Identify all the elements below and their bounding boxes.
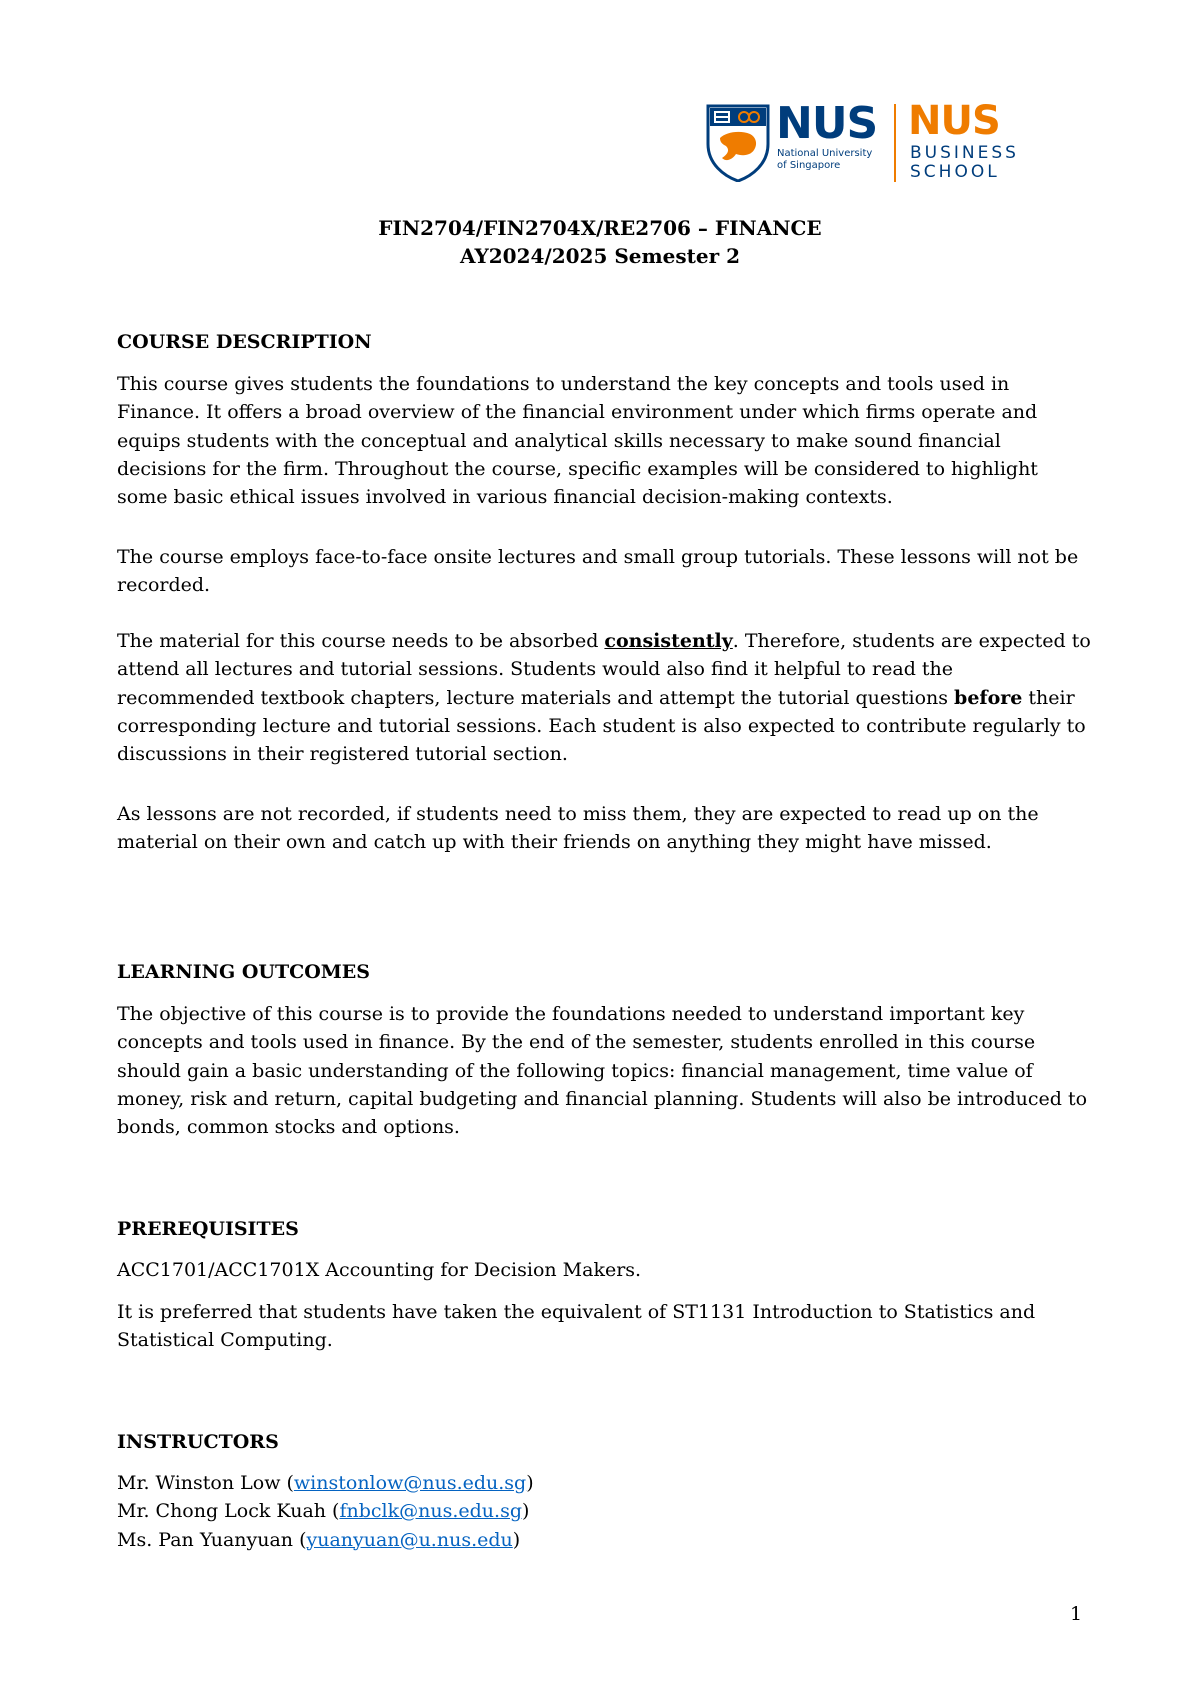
course-description-heading: COURSE DESCRIPTION <box>117 331 372 353</box>
prerequisites-heading: PREREQUISITES <box>117 1218 299 1240</box>
course-description-paragraph-2: The course employs face-to-face onsite lectures and small group tutorials. These lessons will not be recorded. <box>117 546 1079 597</box>
course-description-paragraph-1: This course gives students the foundations to understand the key concepts and tools used in Finance. It offers a broad overview of the financial environment under which firms operate and equips students with the conceptual and analytical skills necessary to make sound financial decisions for the firm. Throughout the course, specific examples will be considered to highlight some basic ethical issues involved in various financial decision-making contexts. <box>117 373 1038 509</box>
nus-subtitle-line2: of Singapore <box>777 160 841 171</box>
emphasis-before: before <box>954 686 1023 709</box>
instructor-email-link[interactable]: fnbclk@nus.edu.sg <box>339 1500 522 1523</box>
nus-business-school-logo <box>706 98 1066 184</box>
emphasis-consistently: consistently <box>604 630 733 652</box>
course-description-paragraph-3 <box>117 627 1092 768</box>
instructor-email-link[interactable]: winstonlow@nus.edu.sg <box>293 1472 527 1494</box>
nus-subtitle <box>777 148 872 172</box>
business-school-line2: SCHOOL <box>910 162 1000 182</box>
page-number: 1 <box>1070 1603 1083 1625</box>
business-school-wordmark: NUS <box>908 98 1000 144</box>
prerequisites-paragraph-2: It is preferred that students have taken the equivalent of ST1131 Introduction to Statistics and Statistical Computing. <box>117 1301 1036 1352</box>
instructors-heading: INSTRUCTORS <box>117 1431 279 1453</box>
instructor-name: Ms. Pan Yuanyuan <box>117 1528 294 1551</box>
instructor-item: Mr. Chong Lock Kuah (fnbclk@nus.edu.sg) <box>117 1500 530 1523</box>
prerequisites-paragraph-1: ACC1701/ACC1701X Accounting for Decision Makers. <box>117 1259 642 1281</box>
instructor-email-link[interactable]: yuanyuan@u.nus.edu <box>306 1528 513 1551</box>
paragraph-3-text-3: their corresponding lecture and tutorial sessions. Each student is also expected to contribute regularly to discussions in their registered tutorial section. <box>117 686 1086 766</box>
instructor-name: Mr. Chong Lock Kuah <box>117 1500 327 1523</box>
learning-outcomes-paragraph: The objective of this course is to provide the foundations needed to understand important key concepts and tools used in finance. By the end of the semester, students enrolled in this course should gain a basic understanding of the following topics: financial management, time value of money, risk and return, capital budgeting and financial planning. Students will also be introduced to bonds, common stocks and options. <box>117 1003 1088 1139</box>
nus-subtitle-line1: National University <box>777 148 873 159</box>
course-description-paragraph-4: As lessons are not recorded, if students need to miss them, they are expected to read up on the material on their own and catch up with their friends on anything they might have missed. <box>117 803 1039 854</box>
semester-title: AY2024/2025 Semester 2 <box>459 244 741 268</box>
nus-wordmark: NUS <box>776 98 878 149</box>
paragraph-3-text-2: . Therefore, students are expected to attend all lectures and tutorial sessions. Students would also find it helpful to read the recommended textbook chapters, lecture materials and attempt the tutorial questions <box>117 630 1091 709</box>
instructor-item: Ms. Pan Yuanyuan (yuanyuan@u.nus.edu) <box>117 1528 521 1551</box>
nus-crest-icon <box>706 104 770 182</box>
instructors-list <box>117 1469 1092 1554</box>
course-title: FIN2704/FIN2704X/RE2706 – FINANCE <box>378 216 822 240</box>
business-school-subtitle <box>910 144 1019 182</box>
paragraph-3-text-1: The material for this course needs to be absorbed <box>117 630 605 652</box>
instructor-item: Mr. Winston Low (winstonlow@nus.edu.sg) <box>117 1472 534 1494</box>
instructor-name: Mr. Winston Low <box>117 1472 281 1494</box>
logo-divider <box>894 104 896 182</box>
business-school-line1: BUSINESS <box>910 143 1019 163</box>
learning-outcomes-heading: LEARNING OUTCOMES <box>117 961 371 983</box>
